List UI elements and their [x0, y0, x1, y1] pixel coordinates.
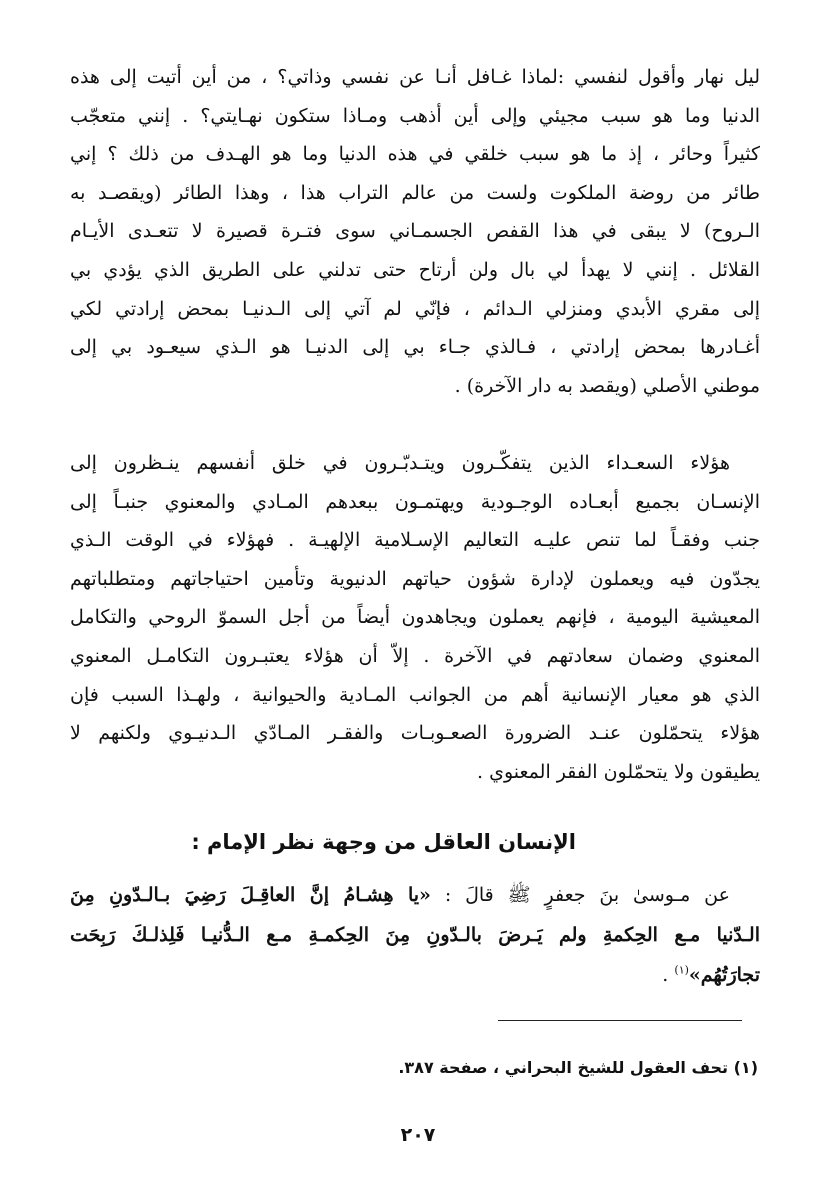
paragraph-1-line: ليل نهار وأقول لنفسي :لماذا غـافل أنـا عن نفسي وذاتي؟ ، من أين أتيت إلى هذه [70, 66, 760, 88]
paragraph-1-line: القلائل . إنني لا يهدأ لي بال ولن أرتاح حتى تدلني على الطريق الذي يؤدي بي [70, 258, 760, 281]
paragraph-2-line: الذي هو معيار الإنسانية أهم من الجوانب المـادية والحيوانية ، ولهـذا السبب فإن [70, 683, 760, 706]
paragraph-1-line: الـروح) لا يبقى في هذا القفص الجسمـاني سوى فتـرة قصيرة لا تتعـدى الأيـام [70, 220, 760, 243]
quote-end: . [662, 964, 675, 986]
paragraph-1-line: الدنيا وما هو سبب مجيئي وإلى أين أذهب ومـاذا ستكون نهـايتي؟ . إنني متعجّب [70, 104, 760, 127]
paragraph-2-line: الإنسـان بجميع أبعـاده الوجـودية ويهتمـون ببعدهم المـادي والمعنوي جنبـاً إلى [70, 490, 760, 513]
quote-line-1 [70, 875, 760, 915]
paragraph-2 [70, 444, 760, 791]
paragraph-1-line: موطني الأصلي (ويقصد به دار الآخرة) . [454, 374, 760, 397]
paragraph-1-line: كثيراً وحائر ، إذ ما هو سبب خلقي في هذه الدنيا وما هو الهـدف من ذلك ؟ إني [70, 143, 760, 166]
paragraph-2-line: المعنوي وضمان سعادتهم في الآخرة . إلاّ أن هؤلاء يعتبـرون التكامـل المعنوي [70, 644, 760, 667]
footnote-divider [498, 1020, 742, 1021]
section-heading: الإنسان العاقل من وجهة نظر الإمام : [191, 830, 576, 854]
hadith-quote [70, 875, 760, 995]
paragraph-2-line: يجدّون فيه ويعملون لإدارة شؤون حياتهم الدنيوية وتأمين احتياجاتهم ومتطلباتهم [70, 567, 760, 590]
quote-line-2: الـدّنيا مـع الحِكمةِ ولم يَـرضَ بالـدّونِ مِنَ الحِكمـةِ مـع الـدُّنيـا فَلِذلـكَ رَبِحَت [70, 924, 760, 946]
page-number: ٢٠٧ [400, 1124, 436, 1146]
paragraph-1-line: إلى مقري الأبدي ومنزلي الـدائم ، فإنّي لم آتي إلى الـدنيـا بمحض إرادتي لكي [70, 297, 760, 320]
quote-text-1: «يا هِشـامُ إنَّ العاقِـلَ رَضِيَ بـالـدّونِ مِنَ [70, 884, 431, 906]
paragraph-1-line: طائر من روضة الملكوت ولست من عالم التراب هذا ، وهذا الطائر (ويقصـد به [70, 181, 760, 204]
paragraph-1 [70, 58, 760, 405]
quote-text-3: تجارَتُهُم» [688, 964, 760, 986]
paragraph-2-line: جنب وفقـاً لما تنص عليـه التعاليم الإسـلامية الإلهيـة . فهؤلاء في الوقت الـذي [70, 529, 760, 552]
paragraph-2-line: هؤلاء يتحمّلون عنـد الضرورة الصعـوبـات والفقـر المـادّي الـدنيـوي ولكنهم لا [70, 722, 760, 745]
paragraph-2-line: يطيقون ولا يتحمّلون الفقر المعنوي . [477, 760, 760, 783]
footnote: (١) تحف العقول للشيخ البحراني ، صفحة ٣٨٧. [398, 1058, 758, 1077]
paragraph-2-line: المعيشية اليومية ، فإنهم يعملون ويجاهدون أيضاً من أجل السموّ الروحي والتكامل [70, 606, 760, 629]
paragraph-2-line: هؤلاء السعـداء الذين يتفكّـرون ويتـدبّـرون في خلق أنفسهم ينـظرون إلى [70, 452, 730, 474]
paragraph-1-line: أغـادرها بمحض إرادتي ، فـالذي جـاء بي إلى الدنيـا هو الـذي سيعـود بي إلى [70, 336, 760, 359]
quote-intro: عن مـوسىٰ بنَ جعفرٍ ﷺ قالَ : [430, 884, 730, 906]
quote-line-3 [70, 955, 760, 995]
footnote-reference: (١) [674, 963, 689, 977]
